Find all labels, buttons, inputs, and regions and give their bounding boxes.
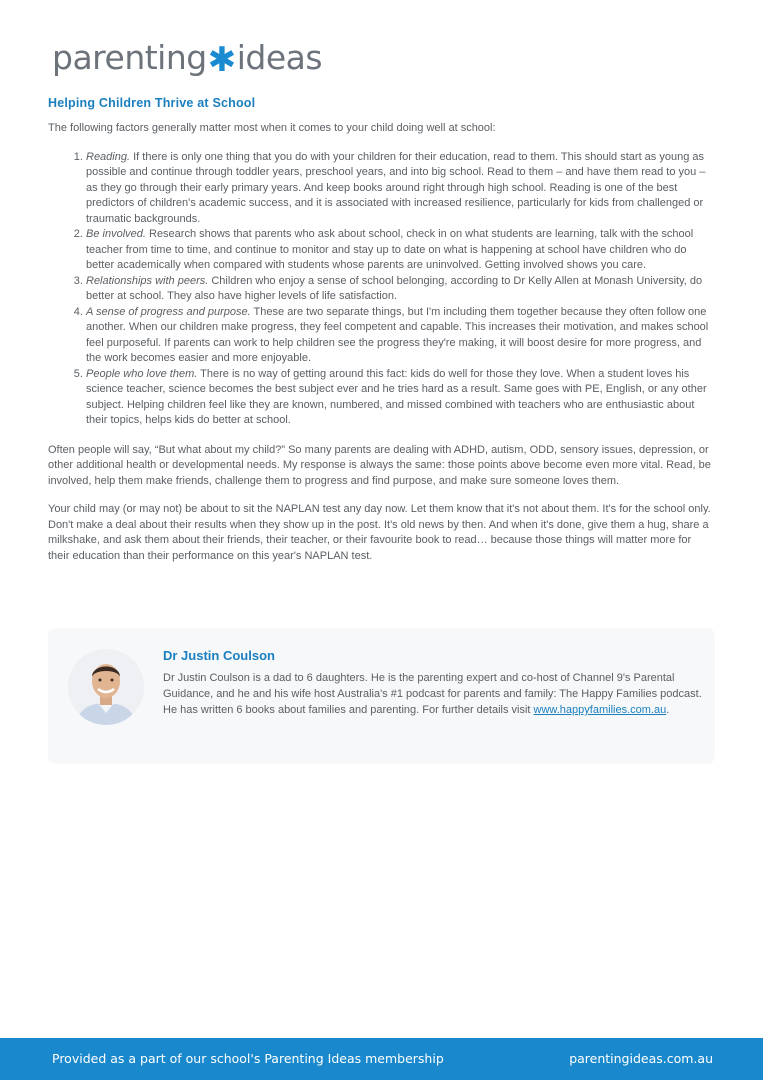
- author-bio-text: Dr Justin Coulson is a dad to 6 daughters. He is the parenting expert and co-host of Channel 9's Parental Guidance, and he and his wife host Australia's #1 podcast for parents and family: The Happy Families podcast. He has written 6 books about families and parenting. For further details visit: [163, 672, 702, 716]
- parenting-ideas-logo: [52, 37, 323, 80]
- list-item-lead: Relationships with peers.: [86, 274, 209, 287]
- author-name: Dr Justin Coulson: [163, 648, 275, 663]
- asterisk-icon: ✱: [207, 40, 236, 80]
- footer-bar: [0, 1038, 763, 1080]
- list-item: [86, 367, 713, 429]
- article: [48, 96, 713, 577]
- list-item: [86, 150, 713, 228]
- author-bio: [163, 670, 703, 718]
- list-item-lead: Be involved.: [86, 228, 146, 240]
- avatar: [68, 649, 144, 725]
- list-item: [86, 305, 713, 367]
- list-item: [86, 274, 713, 305]
- logo-text-ideas: ideas: [236, 37, 323, 77]
- author-bio-suffix: .: [666, 704, 670, 716]
- author-website-link[interactable]: www.happyfamilies.com.au: [533, 704, 667, 716]
- article-paragraph: Your child may (or may not) be about to sit the NAPLAN test any day now. Let them know that it's not about them. It's for the school only. Don't make a deal about their results when they show up in the post. It's old news by then. And when it's done, give them a hug, share a milkshake, and ask them about their friends, their teacher, or their favourite book to read… because those things will matter more for their education than their performance on this year's NAPLAN test.: [48, 503, 711, 562]
- footer-website-link[interactable]: parentingideas.com.au: [569, 1051, 713, 1066]
- list-item-text: There is no way of getting around this fact: kids do well for those they love. When a student loves his science teacher, science becomes the best subject ever and he tries hard as a result. Same goes with PE, English, or any other subject. Helping children feel like they are known, numbered, and missed combined with teachers who are enthusiastic about their topics, helps kids do better at school.: [86, 367, 707, 426]
- list-item: [86, 227, 713, 274]
- footer-membership-text: Provided as a part of our school's Parenting Ideas membership: [52, 1051, 444, 1066]
- article-title: Helping Children Thrive at School: [48, 96, 256, 110]
- list-item-text: Children who enjoy a sense of school belonging, according to Dr Kelly Allen at Monash University, do better at school. They also have higher levels of life satisfaction.: [86, 274, 703, 302]
- article-paragraph: Often people will say, “But what about my child?” So many parents are dealing with ADHD, autism, ODD, sensory issues, depression, or other additional health or developmental needs. My response is always the same: those points above become even more vital. Read, be involved, help them make friends, challenge them to progress and find purpose, and make sure someone loves them.: [48, 443, 711, 487]
- list-item-text: Research shows that parents who ask about school, check in on what students are learning, talk with the school teacher from time to time, and continue to monitor and stay up to date on what is happening at school have children who do better academically when compared with students whose parents are uninvolved. Getting involved shows you care.: [86, 228, 694, 271]
- list-item-text: These are two separate things, but I'm including them together because they often follow one another. When our children make progress, they feel competent and capable. This increases their motivation, and makes school feel purposeful. If parents can work to help children see the progress they're making, it will boost desire for more progress, and the work becomes easier and more enjoyable.: [86, 305, 709, 364]
- author-card: [48, 628, 715, 764]
- list-item-lead: People who love them.: [86, 367, 198, 380]
- list-item-text: If there is only one thing that you do with your children for their education, read to them. This should start as young as possible and continue through toddler years, preschool years, and into big school. Read to them – and have them read to you – as they go through their early primary years. And keep books around right through high school. Reading is one of the best predictors of children's academic success, and it is associated with increased resilience, particularly for kids from challenged or traumatic backgrounds.: [86, 150, 706, 225]
- list-item-lead: A sense of progress and purpose.: [86, 305, 251, 318]
- list-item-lead: Reading.: [86, 150, 131, 163]
- author-photo-icon: [68, 649, 144, 725]
- logo-text-parenting: parenting: [52, 37, 207, 77]
- article-intro: The following factors generally matter most when it comes to your child doing well at school:: [48, 122, 496, 134]
- factor-list: [48, 150, 713, 429]
